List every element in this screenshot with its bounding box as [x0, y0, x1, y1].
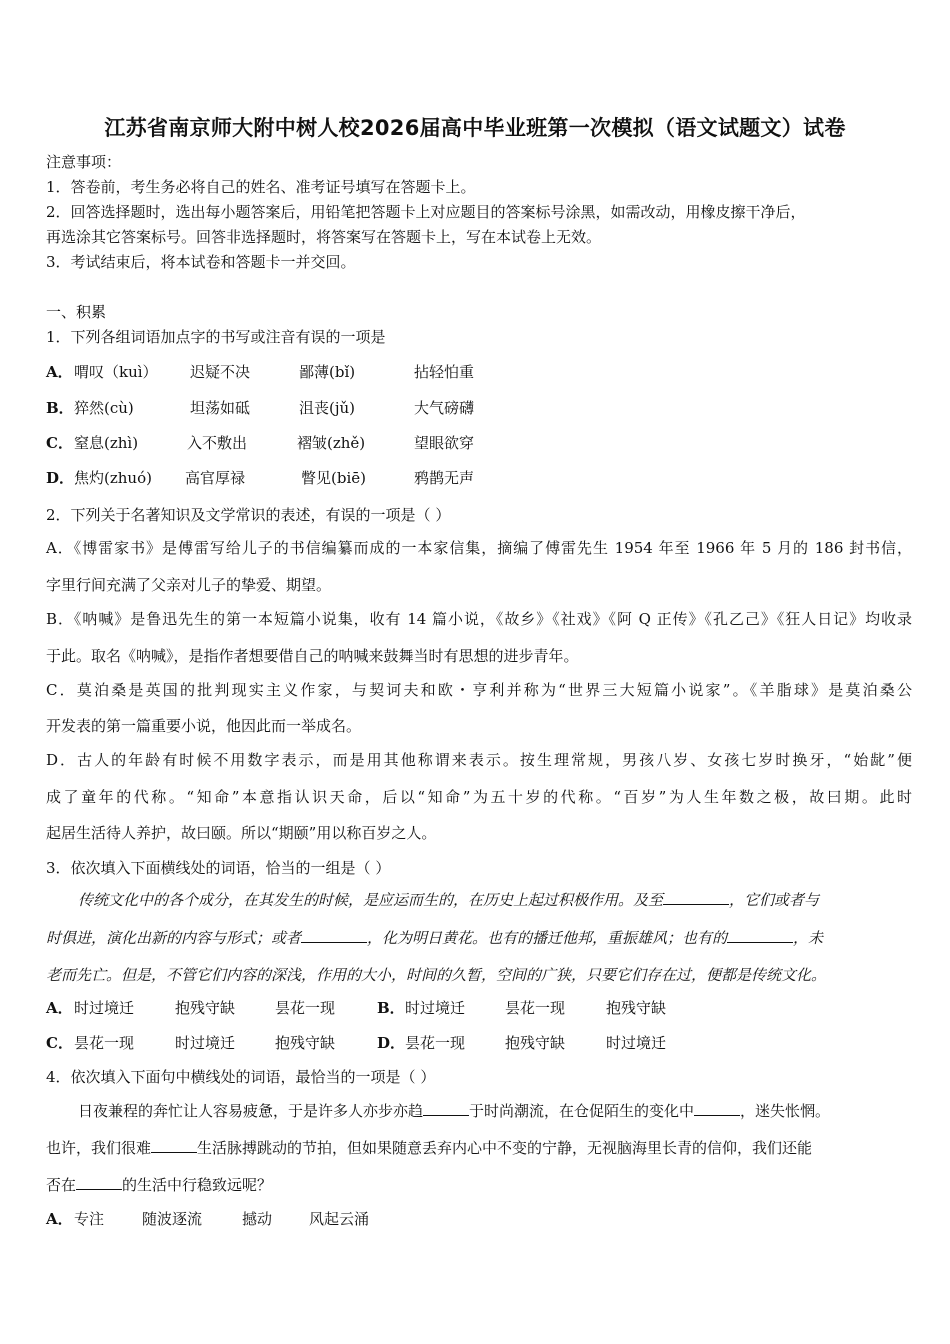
- fill-blank: [663, 890, 729, 905]
- notice-item: 2．回答选择题时，选出每小题答案后，用铅笔把答题卡上对应题目的答案标号涂黑，如需改动，用橡皮擦干净后，: [46, 203, 806, 221]
- question-4-passage-line: [46, 1138, 812, 1158]
- section-heading: 一、积累: [46, 303, 107, 321]
- fill-blank: [76, 1175, 122, 1190]
- option-term: 时过境迁: [175, 1034, 236, 1052]
- option-term: 昙花一现: [74, 1034, 135, 1052]
- option-term: 窒息(zhì): [74, 434, 139, 452]
- option-term: 抱残守缺: [175, 999, 236, 1017]
- passage-text: 的生活中行稳致远呢？: [122, 1176, 273, 1194]
- option-letter: C．: [46, 1034, 73, 1052]
- passage-text: 传统文化中的各个成分，在其发生的时候，是应运而生的，在历史上起过积极作用。及至: [78, 891, 664, 909]
- option-letter: A．: [46, 1210, 73, 1228]
- passage-text: ，迷失怅惘。: [740, 1102, 831, 1120]
- fill-blank: [694, 1101, 740, 1116]
- option-letter: A．: [46, 999, 73, 1017]
- option-term: 随波逐流: [142, 1210, 203, 1228]
- question-2-option-b-cont: 于此。取名《呐喊》，是指作者想要借自己的呐喊来鼓舞当时有思想的进步青年。: [46, 647, 579, 665]
- option-letter: D．: [377, 1034, 406, 1052]
- option-term: 猝然(cù): [74, 399, 134, 417]
- question-3-stem: 3．依次填入下面横线处的词语，恰当的一组是（ ）: [46, 859, 391, 877]
- option-term: 抱残守缺: [505, 1034, 566, 1052]
- question-2-option-d: D．古人的年龄有时候不用数字表示，而是用其他称谓来表示。按生理常规，男孩八岁、女孩七岁时换牙，“始龀”便: [46, 751, 912, 769]
- option-term: 高官厚禄: [185, 469, 246, 487]
- fill-blank: [423, 1101, 469, 1116]
- question-2-option-c-cont: 开发表的第一篇重要小说，他因此而一举成名。: [46, 717, 362, 735]
- notice-heading: 注意事项：: [46, 153, 122, 171]
- question-4-passage-line: [78, 1101, 830, 1121]
- option-letter: C．: [46, 434, 73, 452]
- option-term: 昙花一现: [405, 1034, 466, 1052]
- question-3-passage-line: 老而先亡。但是，不管它们内容的深浅，作用的大小，时间的久暂，空间的广狭，只要它们存在过，便都是传统文化。: [46, 966, 827, 984]
- option-term: 时过境迁: [405, 999, 466, 1017]
- option-term: 大气磅礴: [414, 399, 475, 417]
- option-term: 时过境迁: [74, 999, 135, 1017]
- option-letter: D．: [46, 469, 75, 487]
- passage-text: ，未: [793, 929, 824, 947]
- option-term: 望眼欲穿: [414, 434, 475, 452]
- option-term: 风起云涌: [309, 1210, 370, 1228]
- passage-text: 否在: [46, 1176, 77, 1194]
- question-2-stem: 2．下列关于名著知识及文学常识的表述，有误的一项是（ ）: [46, 506, 451, 524]
- fill-blank: [727, 928, 793, 943]
- option-term: 褶皱(zhě): [297, 434, 366, 452]
- passage-text: ，化为明日黄花。也有的播迁他邦，重振雄风；也有的: [367, 929, 728, 947]
- option-term: 拈轻怕重: [414, 363, 475, 381]
- option-letter: A．: [46, 363, 73, 381]
- question-2-option-d-end: 起居生活待人养护，故曰颐。所以“期颐”用以称百岁之人。: [46, 824, 437, 842]
- option-term: 抱残守缺: [275, 1034, 336, 1052]
- exam-title: 江苏省南京师大附中树人校2026届高中毕业班第一次模拟（语文试题文）试卷: [104, 116, 846, 140]
- option-term: 沮丧(jǔ): [299, 399, 356, 417]
- option-term: 入不敷出: [187, 434, 248, 452]
- option-term: 抱残守缺: [606, 999, 667, 1017]
- passage-text: 生活脉搏跳动的节拍，但如果随意丢弃内心中不变的宁静，无视脑海里长青的信仰，我们还能: [197, 1139, 813, 1157]
- question-4-stem: 4．依次填入下面句中横线处的词语，最恰当的一项是（ ）: [46, 1068, 436, 1086]
- option-letter: B．: [377, 999, 405, 1017]
- option-term: 喟叹（kuì）: [74, 363, 158, 381]
- question-2-option-a-cont: 字里行间充满了父亲对儿子的挚爱、期望。: [46, 576, 332, 594]
- option-term: 时过境迁: [606, 1034, 667, 1052]
- question-2-option-a: A．《博雷家书》是傅雷写给儿子的书信编纂而成的一本家信集，摘编了傅雷先生 1954 年至 1966 年 5 月的 186 封书信，: [46, 539, 912, 557]
- notice-item: 1．答卷前，考生务必将自己的姓名、准考证号填写在答题卡上。: [46, 178, 476, 196]
- notice-item: 再选涂其它答案标号。回答非选择题时，将答案写在答题卡上，写在本试卷上无效。: [46, 228, 602, 246]
- option-term: 鸦鹊无声: [414, 469, 475, 487]
- question-2-option-d-cont: 成了童年的代称。“知命”本意指认识天命，后以“知命”为五十岁的代称。“百岁”为人生年数之极，故曰期。此时: [46, 788, 912, 806]
- passage-text: 时俱进，演化出新的内容与形式；或者: [46, 929, 302, 947]
- passage-text: 也许，我们很难: [46, 1139, 152, 1157]
- option-term: 昙花一现: [505, 999, 566, 1017]
- question-1-stem: 1．下列各组词语加点字的书写或注音有误的一项是: [46, 328, 386, 346]
- option-term: 瞥见(biē): [301, 469, 366, 487]
- question-3-passage-line: [46, 928, 823, 948]
- question-4-passage-line: [46, 1175, 272, 1195]
- option-term: 焦灼(zhuó): [74, 469, 152, 487]
- option-letter: B．: [46, 399, 74, 417]
- option-term: 昙花一现: [275, 999, 336, 1017]
- option-term: 迟疑不决: [190, 363, 251, 381]
- fill-blank: [151, 1138, 197, 1153]
- notice-item: 3．考试结束后，将本试卷和答题卡一并交回。: [46, 253, 356, 271]
- option-term: 坦荡如砥: [190, 399, 251, 417]
- option-term: 撼动: [242, 1210, 273, 1228]
- passage-text: ，它们或者与: [729, 891, 820, 909]
- question-3-passage-line: [78, 890, 819, 910]
- passage-text: 日夜兼程的奔忙让人容易疲惫，于是许多人亦步亦趋: [78, 1102, 424, 1120]
- question-2-option-b: B．《呐喊》是鲁迅先生的第一本短篇小说集，收有 14 篇小说，《故乡》《社戏》《阿 Q 正传》《孔乙己》《狂人日记》均收录: [46, 610, 912, 628]
- option-term: 专注: [74, 1210, 105, 1228]
- passage-text: 于时尚潮流，在仓促陌生的变化中: [469, 1102, 695, 1120]
- question-2-option-c: C．莫泊桑是英国的批判现实主义作家，与契诃夫和欧・亨利并称为“世界三大短篇小说家”。《羊脂球》是莫泊桑公: [46, 681, 912, 699]
- option-term: 鄙薄(bǐ): [299, 363, 356, 381]
- fill-blank: [301, 928, 367, 943]
